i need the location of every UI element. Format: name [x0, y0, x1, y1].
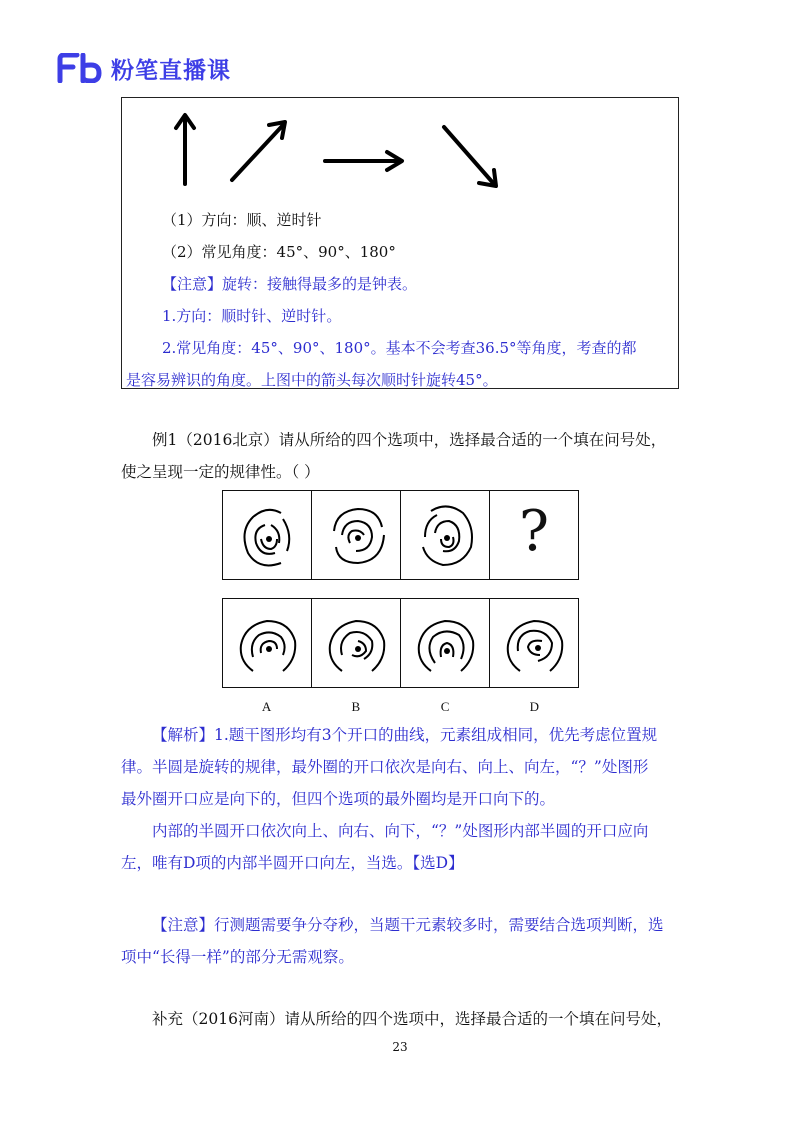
- puzzle-cell-2: [312, 491, 401, 579]
- spiral-figure-icon: [401, 599, 490, 686]
- analysis-line-2: 律。半圆是旋转的规律，最外圈的开口依次是向右、向上、向左，“？”处图形: [121, 758, 649, 776]
- brand-name: 粉笔直播课: [111, 57, 231, 84]
- arrow-up-icon: [176, 115, 194, 184]
- option-label-c[interactable]: C: [440, 699, 450, 714]
- supplement-line-1: 补充（2016河南）请从所给的四个选项中，选择最合适的一个填在问号处，: [152, 1010, 672, 1028]
- puzzle-cell-3: [401, 491, 490, 579]
- spiral-figure-icon: [490, 599, 579, 686]
- direction-line: （1）方向：顺、逆时针: [162, 211, 322, 229]
- arrow-right-icon: [325, 152, 402, 170]
- note-line-2: 项中“长得一样”的部分无需观察。: [121, 948, 354, 966]
- option-label-b[interactable]: B: [351, 699, 361, 714]
- question-mark: ?: [518, 499, 550, 564]
- options-row: [222, 598, 579, 688]
- spiral-figure-icon: [312, 599, 401, 686]
- analysis-line-1: 【解析】1.题干图形均有3个开口的曲线，元素组成相同，优先考虑位置规: [152, 726, 658, 744]
- option-label-a[interactable]: A: [261, 699, 272, 714]
- spiral-figure-icon: [312, 491, 401, 578]
- analysis-line-3: 最外圈开口应是向下的，但四个选项的最外圈均是开口向下的。: [121, 790, 556, 808]
- question-line-1: 例1（2016北京）请从所给的四个选项中，选择最合适的一个填在问号处，: [152, 431, 667, 449]
- rotation-arrows-figure: [122, 98, 678, 208]
- fb-logo-icon: [57, 53, 103, 83]
- spiral-figure-icon: [223, 599, 312, 686]
- question-line-2: 使之呈现一定的规律性。（ ）: [121, 463, 320, 481]
- option-a-figure[interactable]: [223, 599, 312, 687]
- puzzle-row: [222, 490, 579, 580]
- spiral-figure-icon: [401, 491, 490, 578]
- puzzle-cell-question: [490, 491, 578, 579]
- analysis-line-5: 左，唯有D项的内部半圆开口向左，当选。【选D】: [121, 854, 464, 872]
- page-number: 23: [392, 1040, 408, 1054]
- note-angle-line: 2.常见角度：45°、90°、180°。基本不会考查36.5°等角度，考查的都: [162, 339, 637, 357]
- rotation-note-box: [121, 97, 679, 389]
- spiral-figure-icon: [223, 491, 312, 578]
- arrow-down-right-icon: [444, 127, 496, 186]
- note-direction-line: 1.方向：顺时针、逆时针。: [162, 307, 342, 325]
- brand-logo: [57, 50, 231, 86]
- angle-line: （2）常见角度：45°、90°、180°: [162, 243, 396, 261]
- note-angle-line-cont: 是容易辨识的角度。上图中的箭头每次顺时针旋转45°。: [126, 371, 498, 389]
- option-b-figure[interactable]: [312, 599, 401, 687]
- arrow-up-right-icon: [232, 122, 285, 180]
- puzzle-cell-1: [223, 491, 312, 579]
- analysis-line-4: 内部的半圆开口依次向上、向右、向下，“？”处图形内部半圆的开口应向: [152, 822, 649, 840]
- note-line-1: 【注意】行测题需要争分夺秒，当题干元素较多时，需要结合选项判断，选: [152, 916, 664, 934]
- option-d-figure[interactable]: [490, 599, 578, 687]
- option-c-figure[interactable]: [401, 599, 490, 687]
- attention-line: 【注意】旋转：接触得最多的是钟表。: [162, 275, 418, 293]
- option-label-d[interactable]: D: [529, 699, 540, 714]
- option-labels: [222, 699, 579, 715]
